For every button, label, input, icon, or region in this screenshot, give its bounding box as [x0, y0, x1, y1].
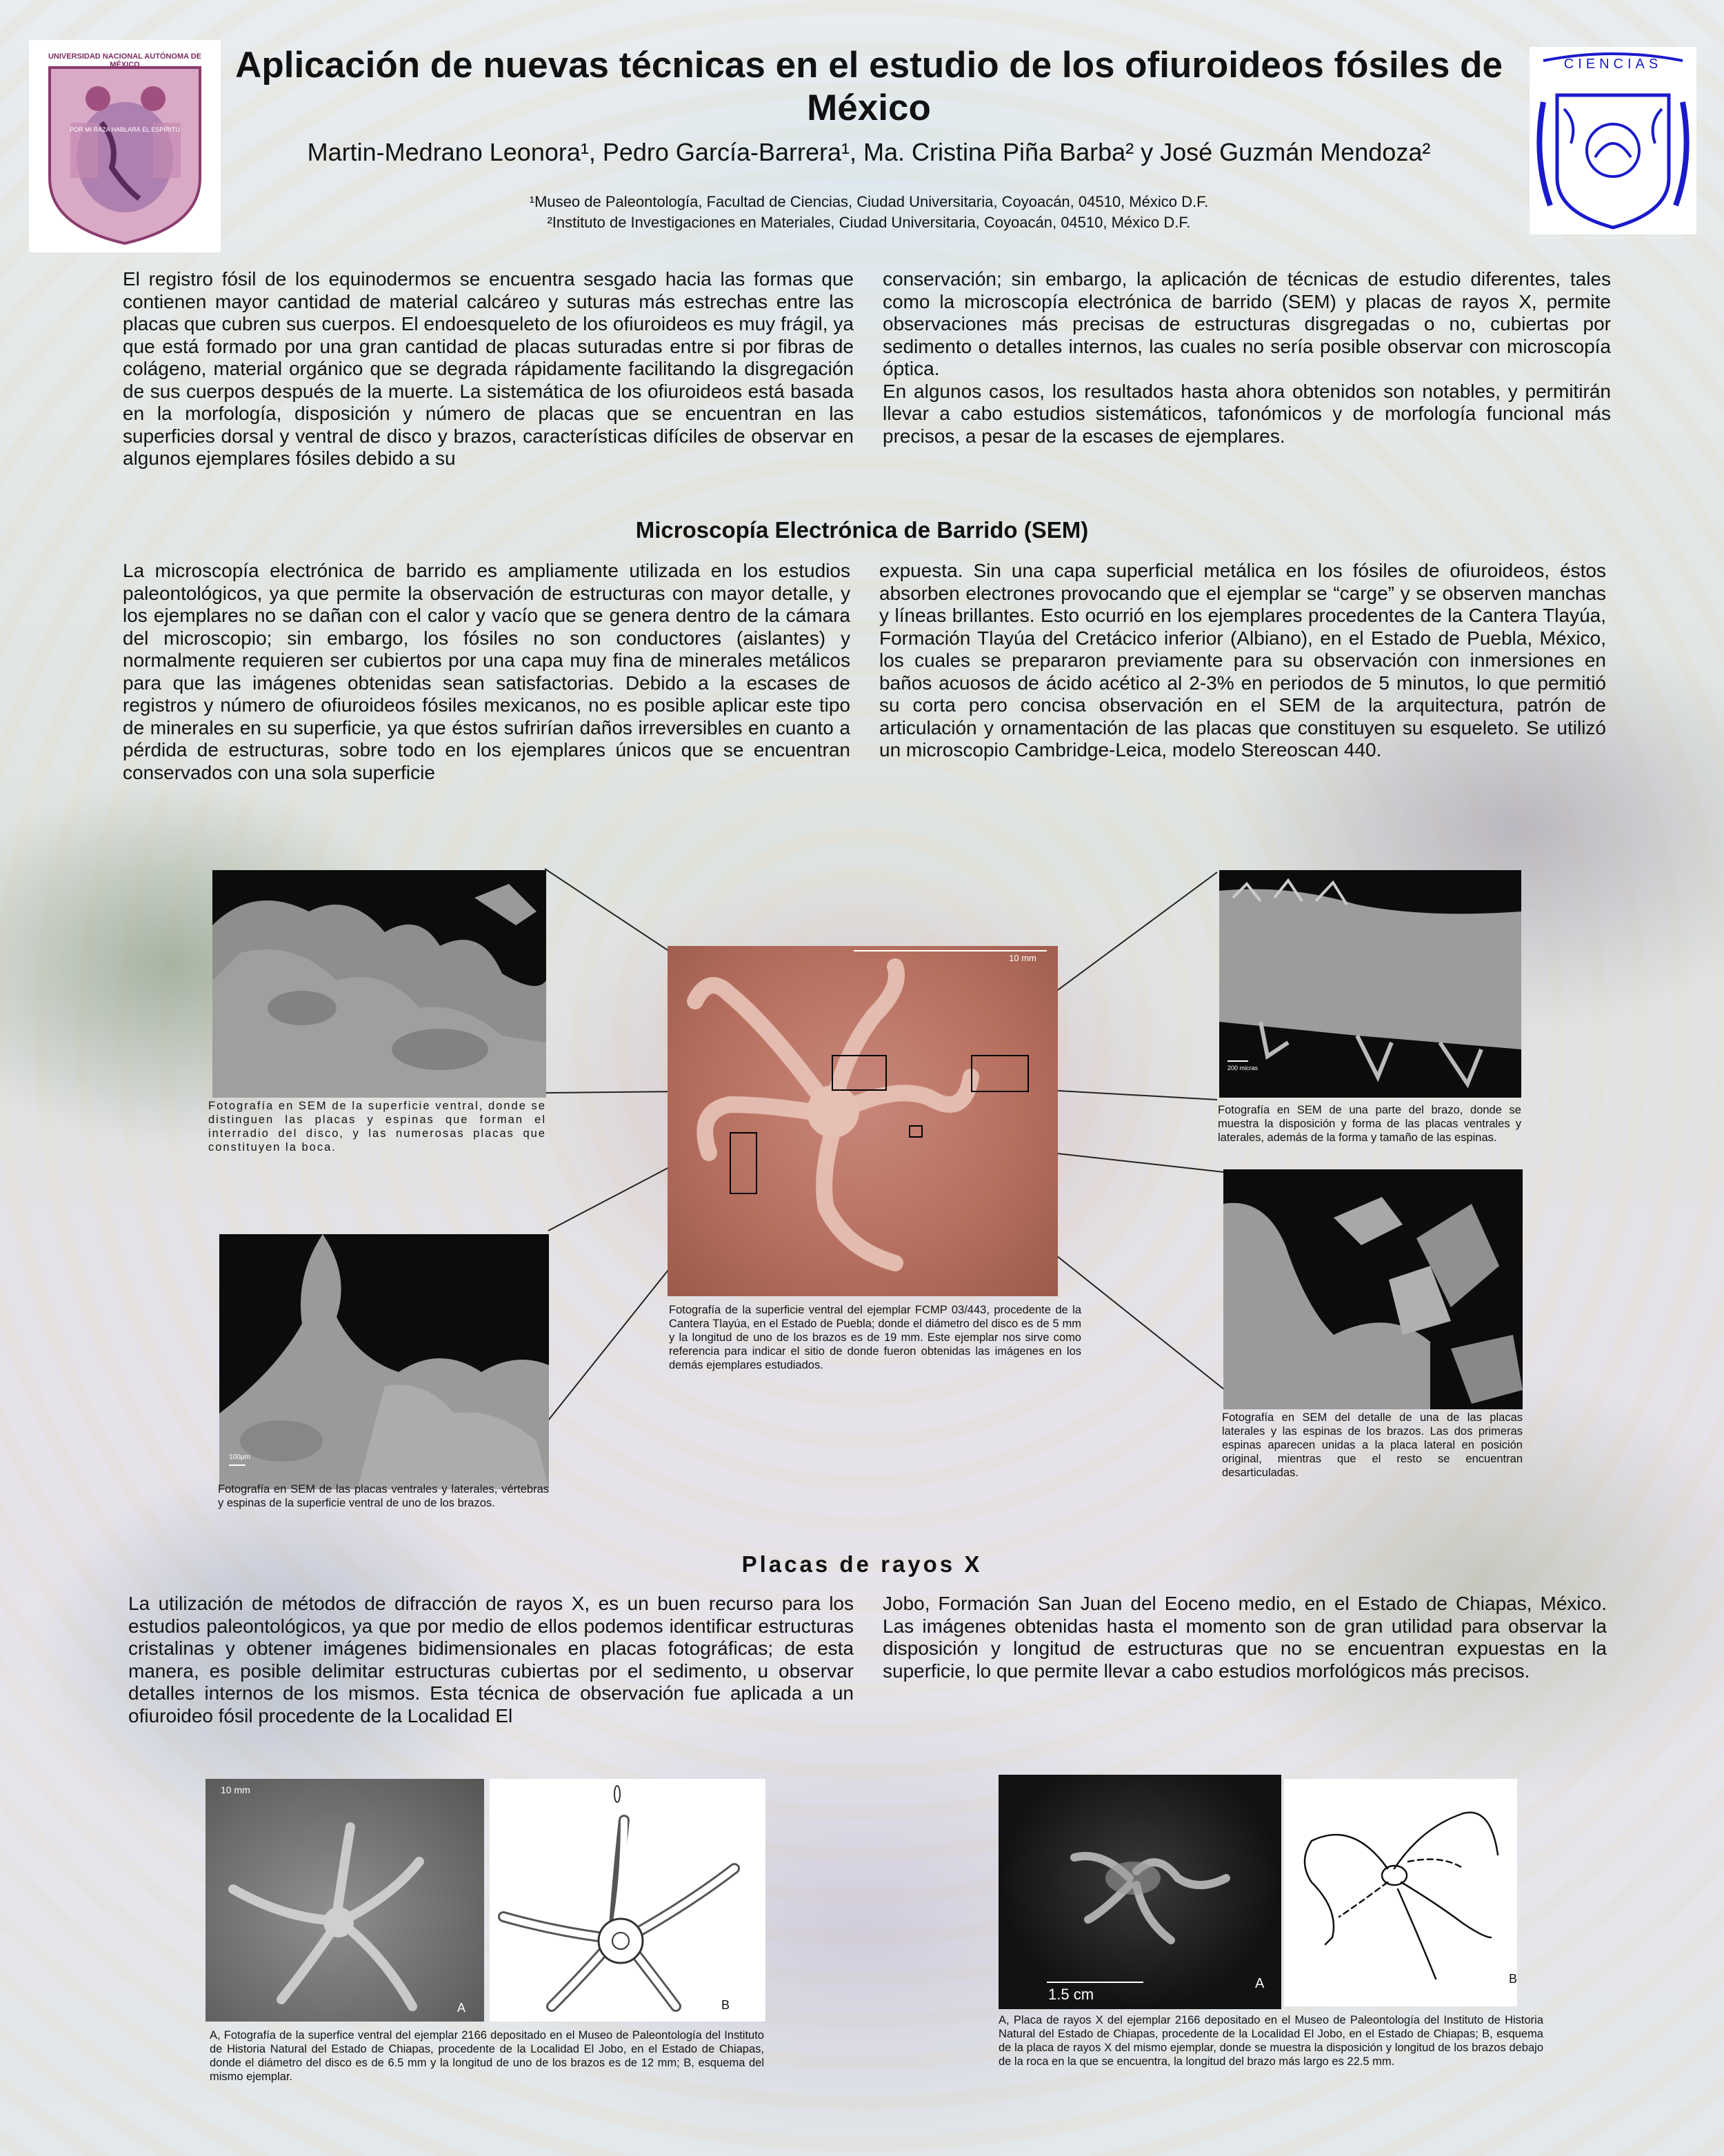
center-inset-box-arm	[971, 1055, 1029, 1092]
ciencias-logo	[1530, 47, 1696, 234]
xray-right-caption: A, Placa de rayos X del ejemplar 2166 depositado en el Museo de Paleontología del Instituto de Historia Natural del Estado de Chiapas, procedente de la Localidad El Jobo, en el Estado de Chiapas; B, esquema de la placa de rayos X del mismo ejemplar, donde se muestra la disposición y longitud de los brazos debajo de la roca en la que se encuentra, la longitud del brazo más largo es 22.5 mm.	[999, 2014, 1543, 2068]
center-specimen-caption: Fotografía de la superficie ventral del ejemplar FCMP 03/443, procedente de la Cantera Tlayúa, en el Estado de Puebla; donde el diámetro del disco es de 5 mm y la longitud de uno de los brazos es de 19 mm. Este ejemplar nos sirve como referencia para indicar el sitio de donde fueron obtenidas las imágenes en los demás ejemplares estudiados.	[669, 1304, 1081, 1371]
xray-plate-specimen-drawing	[999, 1775, 1281, 2009]
center-scale-bar	[854, 950, 1047, 951]
sem-photo-arm-plates	[1219, 870, 1521, 1098]
unam-shield-icon	[29, 40, 221, 252]
xray-left-label-b: B	[721, 1998, 730, 2012]
xray-right-label-b: B	[1509, 1972, 1518, 1986]
xray-column-2: Jobo, Formación San Juan del Eoceno medio, en el Estado de Chiapas, México. Las imágenes obtenidas hasta el momento son de gran utilidad para observar la disposición y longitud de estructuras que no se encuentran expuestas en la superficie, lo que permite llevar a cabo estudios morfológicos más precisos.	[883, 1593, 1607, 1682]
sem-photo-lateral-plate	[1223, 1169, 1523, 1409]
sem-photo-ventral-disc	[212, 870, 546, 1098]
xray-schema-b	[1284, 1779, 1517, 2006]
unam-logo	[29, 40, 221, 252]
center-inset-box-spine	[909, 1125, 923, 1138]
poster-title: Aplicación de nuevas técnicas en el estudio de los ofiuroideos fósiles de México	[235, 45, 1503, 128]
sem-photo-ventral-disc-texture	[212, 870, 546, 1098]
ophiuroid-line-drawing	[490, 1779, 765, 2022]
sem-caption-lateral-plate: Fotografía en SEM del detalle de una de las placas laterales y las espinas de los brazos. Las dos primeras espinas aparecen unidas a la placa lateral en posición original, mientras que el resto se encuentran desarticuladas.	[1222, 1411, 1523, 1479]
sem-caption-ventral-arm: Fotografía en SEM de las placas ventrales y laterales, vértebras y espinas de la superficie ventral de uno de los brazos.	[218, 1483, 549, 1509]
xray-heading: Placas de rayos X	[741, 1551, 983, 1577]
intro-column-2-b: En algunos casos, los resultados hasta ahora obtenidos son notables, y permitirán llevar a cabo estudios sistemáticos, tafonómicos y de morfología funcional más precisos, a pesar de la escases de ejemplares.	[883, 380, 1611, 447]
sem-column-2: expuesta. Sin una capa superficial metálica en los fósiles de ofiuroideos, éstos absorben electrones provocando que el ejemplar se “carge” y se observen manchas y líneas brillantes. Esto ocurrió en los ejemplares procedentes de la Cantera Tlayúa, Formación Tlayúa del Cretácico inferior (Albiano), en el Estado de Puebla, México, los cuales se prepararon previamente para su observación con inmersiones en baños acuosos de ácido acético al 2-3% en periodos de 5 minutos, lo que permitió su corta pero concisa observación en el SEM de la arquitectura, patrón de articulación y ornamentación de las placas que constituyen su esqueleto. Se utilizó un microscopio Cambridge-Leica, modelo Stereoscan 440.	[879, 560, 1606, 760]
xray-left-scale: 10 mm	[221, 1784, 250, 1795]
sem-caption-ventral-disc: Fotografía en SEM de la superficie ventral, donde se distinguen las placas y espinas que forman el interradio del disco, y las numerosas placas que constituyen la boca.	[208, 1100, 546, 1153]
center-inset-box-disc	[832, 1055, 887, 1091]
ophiuroid-grey-specimen-drawing	[206, 1779, 484, 2022]
sem-photo-ventral-arm	[219, 1234, 549, 1489]
sem-column-1: La microscopía electrónica de barrido es ampliamente utilizada en los estudios paleontológicos, ya que permite la observación de estructuras con mayor detalle, y los ejemplares no se dañan con el calor y vacío que se genera dentro de la cámara del microscopio; sin embargo, los fósiles no son conductores (aislantes) y normalmente requieren ser cubiertos por una capa muy fina de minerales metálicos para que las imágenes obtenidas sean satisfactorias. Debido a la escases de registros y número de ofiuroideos fósiles mexicanos, no es posible aplicar este tipo de minerales en su superficie, ya que éstos sufrirían daños irreversibles en cuanto a pérdida de estructuras, sobre todo en los ejemplares únicos que se encuentran conservados con una sola superficie	[123, 560, 850, 783]
center-specimen-photo	[668, 946, 1058, 1296]
ciencias-shield-icon	[1530, 47, 1696, 234]
xray-left-label-a: A	[457, 2001, 466, 2015]
ciencias-logo-text: CIENCIAS	[1563, 57, 1663, 72]
xray-schema-line-drawing	[1284, 1779, 1517, 2006]
sem-heading: Microscopía Electrónica de Barrido (SEM)	[635, 517, 1089, 543]
intro-column-1: El registro fósil de los equinodermos se encuentra sesgado hacia las formas que contienen mayor cantidad de material calcáreo y suturas más estrechas entre las placas que cubren sus cuerpos. El endoesqueleto de los ofiuroideos es muy frágil, ya que está formado por una gran cantidad de placas suturadas entre si por fibras de colágeno, material orgánico que se degrada rápidamente facilitando la disgregación de sus cuerpos después de la muerte. La sistemática de los ofiuroideos está basada en la morfología, disposición y número de placas que se encuentran en las superficies dorsal y ventral de disco y brazos, características difíciles de observar en algunos ejemplares fósiles debido a su	[123, 268, 854, 469]
intro-column-2	[883, 268, 1611, 447]
unam-logo-text: UNIVERSIDAD NACIONAL AUTÓNOMA DE MÉXICO	[48, 52, 202, 69]
poster-authors: Martin-Medrano Leonora¹, Pedro García-Barrera¹, Ma. Cristina Piña Barba² y José Guzmán Mendoza²	[307, 138, 1431, 166]
xray-plate-a	[999, 1775, 1281, 2009]
sem-scale-ventral-arm: 100μm	[229, 1453, 250, 1461]
scale-bar	[229, 1464, 245, 1466]
xray-right-scale-bar	[1047, 1982, 1143, 1983]
affiliation-2: ²Instituto de Investigaciones en Materiales, Ciudad Universitaria, Coyoacán, 04510, México D.F.	[547, 214, 1191, 231]
scale-bar	[1227, 1060, 1248, 1062]
sem-photo-arm-plates-texture	[1219, 870, 1521, 1098]
unam-logo-motto: POR MI RAZA HABLARÁ EL ESPÍRITU	[70, 126, 180, 133]
xray-column-1: La utilización de métodos de difracción de rayos X, es un buen recurso para los estudios paleontológicos, ya que por medio de ellos podemos identificar estructuras cristalinas y obtener imágenes bidimensionales en placas fotográficas; de esta manera, es posible delimitar estructuras cubiertas por el sedimento, u observar detalles internos de los mismos. Esta técnica de observación fue aplicada a un ofiuroideo fósil procedente de la Localidad El	[128, 1593, 854, 1726]
affiliation-1: ¹Museo de Paleontología, Facultad de Ciencias, Ciudad Universitaria, Coyoacán, 04510, México D.F.	[529, 193, 1209, 210]
sem-photo-lateral-plate-texture	[1223, 1169, 1523, 1409]
xray-drawing-specimen-b	[490, 1779, 765, 2022]
ophiuroid-specimen-drawing	[668, 946, 1058, 1296]
xray-right-label-a: A	[1255, 1976, 1265, 1991]
sem-caption-arm-plates: Fotografía en SEM de una parte del brazo, donde se muestra la disposición y forma de las placas ventrales y laterales, además de la forma y tamaño de las espinas.	[1218, 1104, 1521, 1144]
center-inset-box-ventral-arm	[730, 1132, 757, 1194]
sem-scale-arm-plates: 200 micras	[1227, 1065, 1259, 1071]
center-scale-label: 10 mm	[1009, 953, 1036, 963]
xray-left-caption: A, Fotografía de la superfice ventral del ejemplar 2166 depositado en el Museo de Paleontología del Instituto de Historia Natural del Estado de Chiapas, procedente de la Localidad El Jobo, en el Estado de Chiapas, donde el diámetro del disco es de 6.5 mm y la longitud de uno de los brazos es de 12 mm; B, esquema del mismo ejemplar.	[210, 2029, 764, 2083]
xray-photo-specimen-a	[206, 1779, 484, 2022]
intro-column-2-a: conservación; sin embargo, la aplicación de técnicas de estudio diferentes, tales como la microscopía electrónica de barrido (SEM) y placas de rayos X, permite observaciones más precisas de estructuras disgregadas o no, cubiertas por sedimento o detalles internos, las cuales no sería posible observar con microscopía óptica.	[883, 268, 1611, 379]
sem-photo-ventral-arm-texture	[219, 1234, 549, 1489]
xray-right-scale: 1.5 cm	[1048, 1986, 1094, 2003]
